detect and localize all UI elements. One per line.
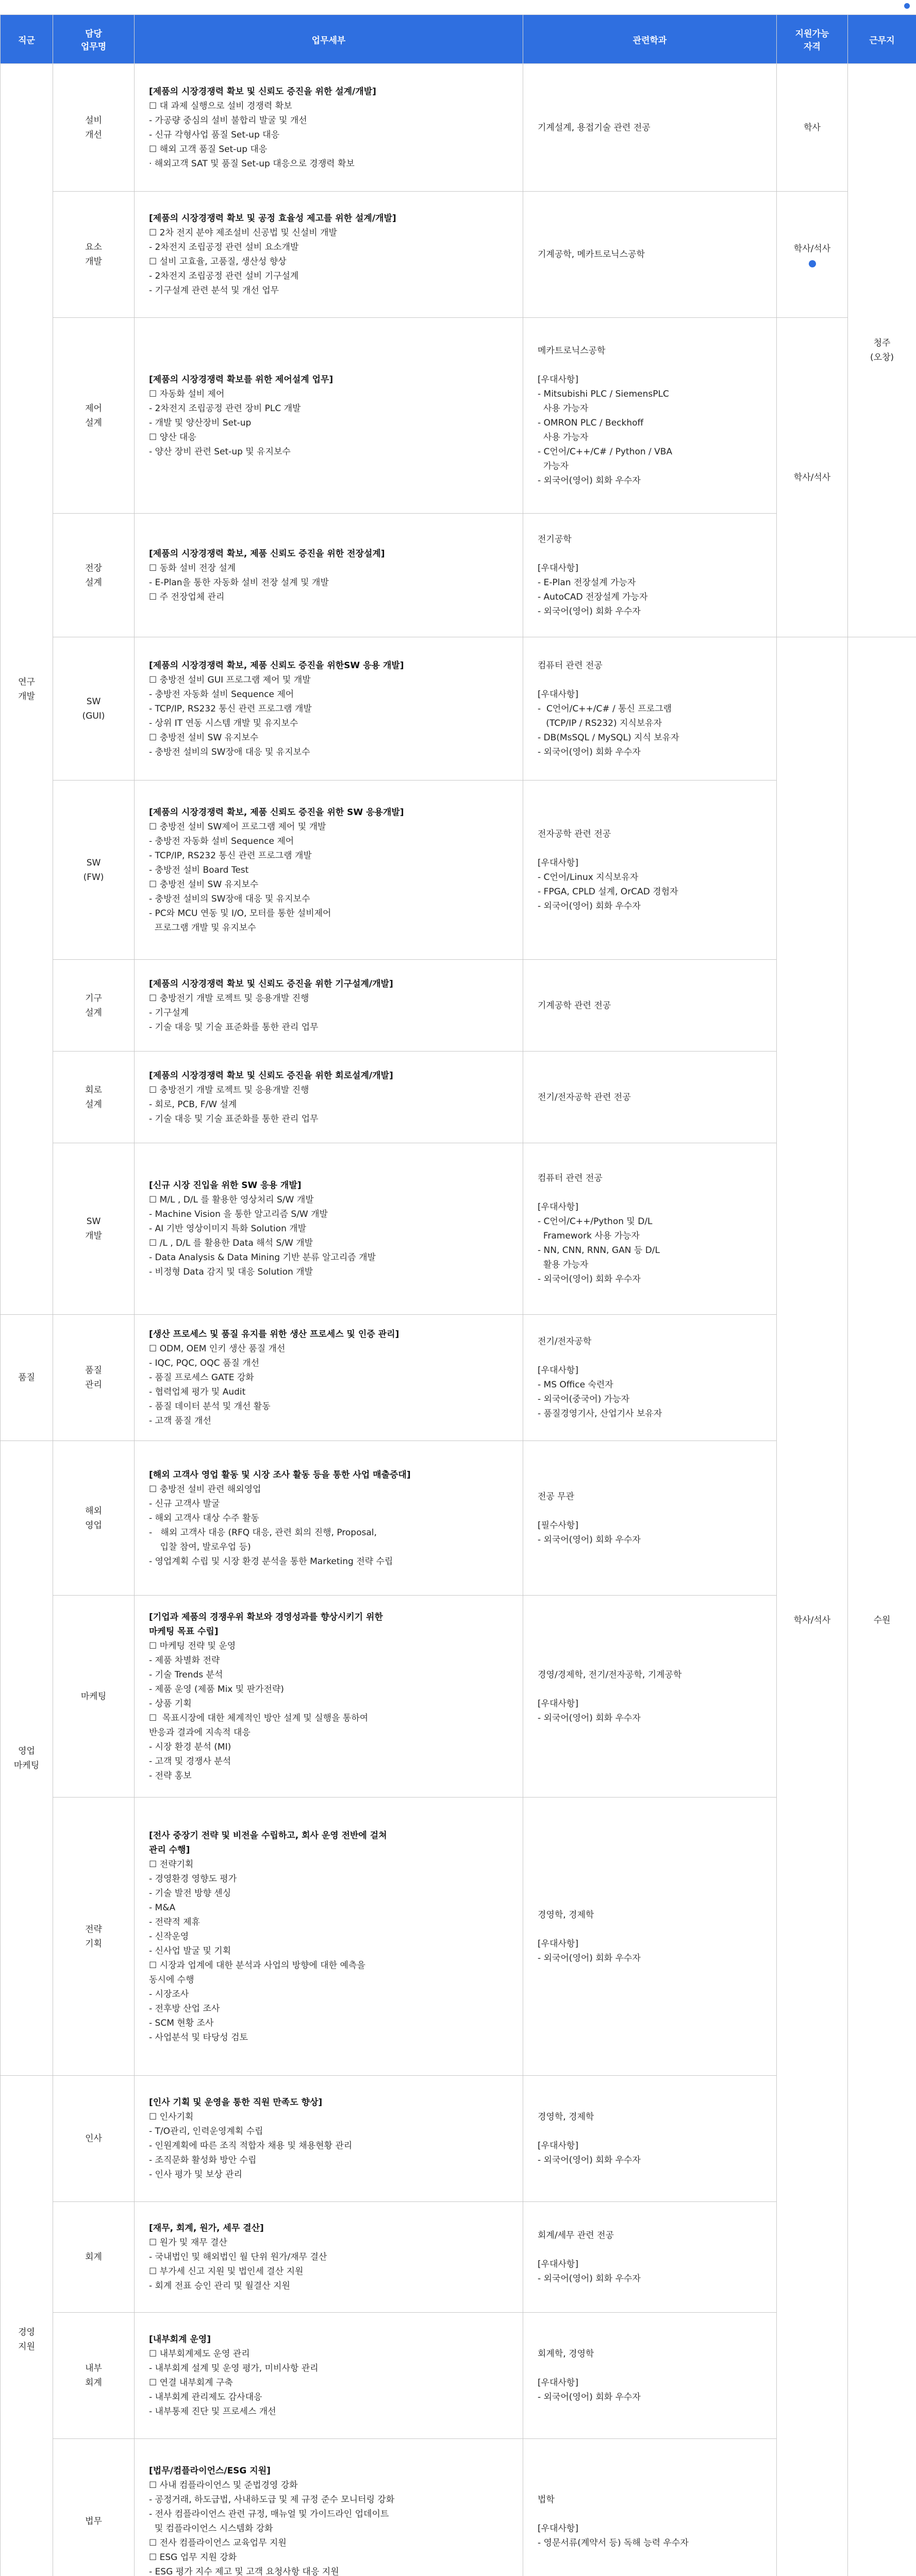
job-group-cell: 연구 개발 <box>1 64 53 1315</box>
degree-label: 학사/석사 <box>793 472 831 483</box>
job-group-cell: 영업 마케팅 <box>1 1441 53 2076</box>
header-group: 직군 <box>1 15 53 64</box>
task-detail-cell <box>135 1143 523 1315</box>
detail-line: - 충방전 설비의 SW장애 대응 및 유지보수 <box>149 747 310 757</box>
task-name-cell: 회로 설계 <box>53 1052 135 1143</box>
detail-line: - 내부회계 설계 및 운영 평가, 미비사항 관리 <box>149 2363 319 2374</box>
task-detail-cell <box>135 64 523 192</box>
dept-line: - 외국어(영어) 회화 우수자 <box>538 606 641 617</box>
blue-dot-icon <box>809 260 816 267</box>
dept-line: 컴퓨터 관련 전공 <box>538 660 603 671</box>
detail-line: ☐ 원가 및 재무 결산 <box>149 2238 227 2248</box>
detail-title: [재무, 회계, 원가, 세무 결산] <box>149 2223 264 2233</box>
detail-line: - 품질 데이터 분석 및 개선 활동 <box>149 1401 271 1412</box>
task-name-cell: 해외 영업 <box>53 1441 135 1596</box>
dept-line: - 외국어(영어) 회화 우수자 <box>538 901 641 911</box>
dept-line: - 영문서류(계약서 등) 독해 능력 우수자 <box>538 2537 689 2548</box>
detail-line: - 고객 품질 개선 <box>149 1416 211 1426</box>
detail-line: - 기구설계 <box>149 1007 189 1018</box>
degree-cell <box>777 637 848 2576</box>
detail-line: ☐ ESG 업무 지원 강화 <box>149 2552 237 2563</box>
dept-line: - 외국어(중국어) 가능자 <box>538 1394 630 1404</box>
related-dept-cell <box>523 960 777 1052</box>
detail-line: - 충방전 자동화 설비 Sequence 제어 <box>149 689 294 700</box>
related-dept-cell <box>523 1052 777 1143</box>
dept-line: - AutoCAD 전장설계 가능자 <box>538 591 648 602</box>
detail-title: [제품의 시장경쟁력 확보 및 신뢰도 증진을 위한 기구설계/개발] <box>149 978 393 989</box>
task-name-cell: 요소 개발 <box>53 192 135 318</box>
task-detail-cell <box>135 637 523 781</box>
detail-line: ☐ 충방전기 개발 로젝트 및 응용개발 진행 <box>149 1084 309 1095</box>
related-dept-cell <box>523 192 777 318</box>
detail-line: - AI 기반 영상이미지 특화 Solution 개발 <box>149 1224 307 1234</box>
detail-title: [생산 프로세스 및 품질 유지를 위한 생산 프로세스 및 인증 관리] <box>149 1329 399 1340</box>
degree-cell <box>777 192 848 318</box>
detail-line: ☐ 내부회계제도 운영 관리 <box>149 2349 250 2359</box>
top-bar <box>0 0 916 14</box>
detail-line: - 충방전 설비 Board Test <box>149 865 249 875</box>
detail-line: ☐ 전략기획 <box>149 1859 194 1870</box>
table-row <box>1 637 916 781</box>
dept-line <box>538 2243 762 2257</box>
task-name-cell: 회계 <box>53 2202 135 2313</box>
degree-cell <box>777 318 848 637</box>
detail-title: [법무/컴플라이언스/ESG 지원] <box>149 2465 271 2476</box>
detail-line: - TCP/IP, RS232 통신 관련 프로그램 개발 <box>149 850 312 861</box>
dept-line: [우대사항] <box>538 857 578 868</box>
task-detail-cell <box>135 781 523 960</box>
detail-line: ☐ /L , D/L 를 활용한 Data 해석 S/W 개발 <box>149 1238 313 1248</box>
dept-line: 경영학, 경제학 <box>538 2112 594 2122</box>
dept-line: [우대사항] <box>538 1938 578 1949</box>
detail-line: - 인사 평가 및 보상 관리 <box>149 2170 242 2180</box>
blue-dot-icon <box>904 3 910 9</box>
detail-title: [제품의 시장경쟁력 확보, 제품 신뢰도 증진을 위한 SW 응용개발] <box>149 807 404 818</box>
related-dept-cell <box>523 2202 777 2313</box>
detail-line: ☐ 전사 컴플라이언스 교육업무 지원 <box>149 2537 287 2548</box>
detail-title: [제품의 시장경쟁력 확보 및 신뢰도 증진을 위한 설계/개발] <box>149 86 376 97</box>
job-group-cell: 경영 지원 <box>1 2076 53 2576</box>
location-cell: 수원 <box>848 637 916 2576</box>
dept-line: - NN, CNN, RNN, GAN 등 D/L 활용 가능자 <box>538 1245 660 1270</box>
detail-line: ☐ 양산 대응 <box>149 432 196 443</box>
detail-title: [제품의 시장경쟁력 확보, 제품 신뢰도 증진을 위한 전장설계] <box>149 548 385 559</box>
detail-line: - TCP/IP, RS232 통신 관련 프로그램 개발 <box>149 703 312 714</box>
dept-line: 경영/경제학, 전기/전자공학, 기계공학 <box>538 1669 682 1680</box>
detail-line: - IQC, PQC, OQC 품질 개선 <box>149 1358 260 1368</box>
detail-line: - 공정거래, 하도급법, 사내하도급 및 제 규정 준수 모니터링 강화 <box>149 2494 395 2505</box>
dept-line: - 외국어(영어) 회화 우수자 <box>538 2155 641 2165</box>
related-dept-cell <box>523 1596 777 1798</box>
detail-line: ☐ 자동화 설비 제어 <box>149 388 225 399</box>
related-dept-cell <box>523 2439 777 2576</box>
task-detail-cell <box>135 1596 523 1798</box>
dept-line: [우대사항] <box>538 2259 578 2269</box>
detail-line: - 기술 발전 방향 센싱 <box>149 1888 231 1899</box>
detail-line: ☐ 충방전 설비 관련 해외영업 <box>149 1484 261 1495</box>
detail-line: - 내부회계 관리제도 감사대응 <box>149 2392 262 2402</box>
detail-line: - T/O관리, 인력운영계획 수립 <box>149 2126 263 2137</box>
detail-line: ☐ 2차 전지 분야 제조설비 신공법 및 신설비 개발 <box>149 228 337 238</box>
header-task: 담당 업무명 <box>53 15 135 64</box>
dept-line: - 외국어(영어) 회화 우수자 <box>538 1953 641 1963</box>
task-detail-cell <box>135 2076 523 2202</box>
detail-line: ☐ 목표시장에 대한 체계적인 방안 설계 및 실행을 통하여 반응과 결과에 지속적 대응 <box>149 1713 369 1738</box>
dept-line: 법학 <box>538 2494 555 2505</box>
task-name-cell: 제어 설계 <box>53 318 135 514</box>
detail-line: ☐ 동화 설비 전장 설계 <box>149 563 236 573</box>
dept-line: - 품질경영기사, 산업기사 보유자 <box>538 1409 662 1419</box>
detail-line: - 2차전지 조립공정 관련 장비 PLC 개발 <box>149 403 301 414</box>
detail-line: - 영업계획 수립 및 시장 환경 분석을 통한 Marketing 전략 수립 <box>149 1556 393 1567</box>
dept-line: - OMRON PLC / Beckhoff 사용 가능자 <box>538 417 644 443</box>
detail-line: ☐ 충방전 설비 GUI 프로그램 제어 및 개발 <box>149 674 311 685</box>
detail-line: - 조직문화 활성화 방안 수립 <box>149 2155 257 2165</box>
detail-line: - 사업분석 및 타당성 검토 <box>149 2032 248 2043</box>
detail-line: - 제품 차별화 전략 <box>149 1655 220 1666</box>
detail-line: ☐ 사내 컴플라이언스 및 준법경영 강화 <box>149 2480 298 2490</box>
related-dept-cell <box>523 2076 777 2202</box>
table-row <box>1 64 916 192</box>
dept-line: - E-Plan 전장설계 가능자 <box>538 577 636 588</box>
detail-line: - 양산 장비 관련 Set-up 및 유지보수 <box>149 446 291 457</box>
dept-line: - 외국어(영어) 회화 우수자 <box>538 475 641 486</box>
dept-line: - 외국어(영어) 회화 우수자 <box>538 747 641 757</box>
detail-line: ☐ 충방전 설비 SW제어 프로그램 제어 및 개발 <box>149 821 326 832</box>
related-dept-cell <box>523 2313 777 2439</box>
dept-line: 기계공학, 메카트로닉스공학 <box>538 249 645 260</box>
degree-label: 학사/석사 <box>793 1615 831 1625</box>
task-detail-cell <box>135 2202 523 2313</box>
detail-line: - E-Plan을 통한 자동화 설비 전장 설계 및 개발 <box>149 577 329 588</box>
task-name-cell: 법무 <box>53 2439 135 2576</box>
detail-line: - 시장 환경 분석 (MI) <box>149 1741 231 1752</box>
detail-line: ☐ 시장과 업계에 대한 분석과 사업의 방향에 대한 예측을 동시에 수행 <box>149 1960 365 1985</box>
dept-line: [우대사항] <box>538 1202 578 1212</box>
detail-line: ☐ M/L , D/L 를 활용한 영상처리 S/W 개발 <box>149 1195 314 1205</box>
detail-line: - 제품 운영 (제품 Mix 및 판가전략) <box>149 1684 284 1694</box>
related-dept-cell <box>523 781 777 960</box>
dept-line: - MS Office 숙련자 <box>538 1380 613 1390</box>
detail-line: - 기술 Trends 분석 <box>149 1669 223 1680</box>
dept-line: 회계/세무 관련 전공 <box>538 2230 614 2241</box>
task-name-cell: 전장 설계 <box>53 514 135 637</box>
dept-line <box>538 841 762 856</box>
task-detail-cell <box>135 1315 523 1441</box>
dept-line: - 외국어(영어) 회화 우수자 <box>538 2392 641 2402</box>
detail-title: [제품의 시장경쟁력 확보 및 신뢰도 증진을 위한 회로설계/개발] <box>149 1070 393 1081</box>
dept-line: [우대사항] <box>538 2378 578 2388</box>
detail-line: - 상품 기획 <box>149 1698 192 1709</box>
table-row <box>1 192 916 318</box>
task-detail-cell <box>135 2313 523 2439</box>
dept-line: 전기/전자공학 관련 전공 <box>538 1092 631 1103</box>
dept-line: [우대사항] <box>538 1365 578 1376</box>
task-name-cell: 기구 설계 <box>53 960 135 1052</box>
header-detail: 업무세부 <box>135 15 523 64</box>
detail-title: [제품의 시장경쟁력 확보를 위한 제어설계 업무] <box>149 374 334 385</box>
detail-line: - 비정형 Data 감지 및 대응 Solution 개발 <box>149 1267 313 1277</box>
dept-line <box>538 1922 762 1937</box>
detail-line: - 개발 및 양산장비 Set-up <box>149 417 252 428</box>
detail-title: [내부회계 운영] <box>149 2334 211 2345</box>
degree-cell <box>777 64 848 192</box>
related-dept-cell <box>523 1315 777 1441</box>
detail-line: - 기구설계 관련 분석 및 개선 업무 <box>149 285 279 296</box>
dept-line: [우대사항] <box>538 2141 578 2151</box>
dept-line <box>538 1504 762 1518</box>
detail-line: ☐ 주 전장업체 관리 <box>149 591 225 602</box>
dept-line: 전기공학 <box>538 534 572 545</box>
dept-line: [우대사항] <box>538 689 578 700</box>
task-detail-cell <box>135 318 523 514</box>
dept-line: 기계공학 관련 전공 <box>538 1000 611 1011</box>
dept-line: - 외국어(영어) 회화 우수자 <box>538 1713 641 1723</box>
detail-line: ☐ 마케팅 전략 및 운영 <box>149 1640 236 1651</box>
task-name-cell: 내부 회계 <box>53 2313 135 2439</box>
dept-line <box>538 1682 762 1697</box>
detail-line: - 상위 IT 연동 시스템 개발 및 유지보수 <box>149 718 298 728</box>
dept-line: - 외국어(영어) 회화 우수자 <box>538 2274 641 2284</box>
task-detail-cell <box>135 192 523 318</box>
detail-line: - Data Analysis & Data Mining 기반 분류 알고리즘 개발 <box>149 1252 376 1263</box>
location-cell: 청주 (오창) <box>848 64 916 637</box>
detail-line: ☐ 대 과제 실행으로 설비 경쟁력 확보 <box>149 100 292 111</box>
detail-title: [신규 시장 진입을 위한 SW 응용 개발] <box>149 1180 302 1191</box>
dept-line: [우대사항] <box>538 563 578 573</box>
detail-line: ☐ 충방전 설비 SW 유지보수 <box>149 732 259 743</box>
detail-line: - 협력업체 평가 및 Audit <box>149 1387 246 1397</box>
detail-title: [제품의 시장경쟁력 확보, 제품 신뢰도 증진을 위한SW 응용 개발] <box>149 660 404 671</box>
job-group-cell: 품질 <box>1 1315 53 1441</box>
table-row <box>1 318 916 514</box>
detail-line: - M&A <box>149 1902 176 1913</box>
dept-line: 전공 무관 <box>538 1491 575 1502</box>
detail-line: · 해외고객 SAT 및 품질 Set-up 대응으로 경쟁력 확보 <box>149 158 355 169</box>
detail-line: ☐ 부가세 신고 지원 및 법인세 결산 지원 <box>149 2266 304 2277</box>
related-dept-cell <box>523 1441 777 1596</box>
detail-line: ☐ 충방전 설비 SW 유지보수 <box>149 879 259 890</box>
detail-line: - 고객 및 경쟁사 분석 <box>149 1756 231 1767</box>
detail-line: - 전략 홍보 <box>149 1770 192 1781</box>
dept-line <box>538 1185 762 1200</box>
dept-line: [우대사항] <box>538 374 578 385</box>
dept-line: - Mitsubishi PLC / SiemensPLC 사용 가능자 <box>538 388 669 414</box>
detail-line: - 신사업 발굴 및 기획 <box>149 1945 231 1956</box>
detail-line: - 기술 대응 및 기술 표준화를 통한 관리 업무 <box>149 1113 319 1124</box>
header-location: 근무지 <box>848 15 916 64</box>
task-detail-cell <box>135 1441 523 1596</box>
detail-title: [제품의 시장경쟁력 확보 및 공정 효율성 제고를 위한 설계/개발] <box>149 213 396 224</box>
detail-line: - 가공량 중심의 설비 불합리 발굴 및 개선 <box>149 115 307 126</box>
detail-line: - 국내법인 및 해외법인 월 단위 원가/재무 결산 <box>149 2252 327 2262</box>
detail-line: - 품질 프로세스 GATE 강화 <box>149 1372 254 1383</box>
detail-line: - 시장조사 <box>149 1989 189 1999</box>
detail-line: - Machine Vision 을 통한 알고리즘 S/W 개발 <box>149 1209 328 1219</box>
detail-line: - 인원계획에 따른 조직 적합자 채용 및 채용현황 관리 <box>149 2141 353 2151</box>
dept-line: [우대사항] <box>538 2523 578 2534</box>
detail-line: - 내부통제 진단 및 프로세스 개선 <box>149 2406 276 2417</box>
detail-line: ☐ 설비 고효율, 고품질, 생산성 향상 <box>149 257 287 267</box>
degree-label: 학사 <box>804 122 821 133</box>
detail-line: - 회계 전표 승인 관리 및 월결산 지원 <box>149 2281 290 2291</box>
dept-line: 회계학, 경영학 <box>538 2349 594 2359</box>
dept-line <box>538 673 762 687</box>
detail-line: - 2차전지 조립공정 관련 설비 요소개발 <box>149 242 299 252</box>
related-dept-cell <box>523 64 777 192</box>
dept-line: 컴퓨터 관련 전공 <box>538 1173 603 1183</box>
task-detail-cell <box>135 960 523 1052</box>
dept-line: 기계설계, 용접기술 관련 전공 <box>538 122 651 133</box>
detail-line: ☐ 연결 내부회계 구축 <box>149 2378 233 2388</box>
detail-line: ☐ 충방전기 개발 로젝트 및 응용개발 진행 <box>149 993 309 1004</box>
dept-line: - 외국어(영어) 회화 우수자 <box>538 1534 641 1545</box>
dept-line <box>538 2507 762 2521</box>
detail-title: [기업과 제품의 경쟁우위 확보와 경영성과를 향상시키기 위한 마케팅 목표 수립] <box>149 1612 383 1637</box>
task-name-cell: 전략 기획 <box>53 1798 135 2076</box>
detail-title: [전사 중장기 전략 및 비전을 수립하고, 회사 운영 전반에 걸쳐 관리 수행] <box>149 1830 387 1855</box>
related-dept-cell <box>523 514 777 637</box>
task-detail-cell <box>135 1052 523 1143</box>
detail-line: - 회로, PCB, F/W 설계 <box>149 1099 237 1110</box>
job-table <box>0 14 916 2576</box>
task-detail-cell <box>135 514 523 637</box>
dept-line <box>538 358 762 372</box>
dept-line: 경영학, 경제학 <box>538 1909 594 1920</box>
related-dept-cell <box>523 637 777 781</box>
task-name-cell: SW 개발 <box>53 1143 135 1315</box>
detail-title: [인사 기획 및 운영을 통한 직원 만족도 향상] <box>149 2097 323 2108</box>
task-detail-cell <box>135 2439 523 2576</box>
dept-line: - C언어/C++/C# / Python / VBA 가능자 <box>538 446 673 471</box>
task-name-cell: 품질 관리 <box>53 1315 135 1441</box>
detail-line: - 신규 고객사 발굴 <box>149 1498 220 1509</box>
detail-line: ☐ ODM, OEM 인키 생산 품질 개선 <box>149 1344 286 1354</box>
table-header <box>1 15 916 64</box>
detail-line: ☐ 인사기획 <box>149 2112 194 2122</box>
detail-line: - 해외 고객사 대상 수주 활동 <box>149 1513 259 1523</box>
task-name-cell: 설비 개선 <box>53 64 135 192</box>
related-dept-cell <box>523 1143 777 1315</box>
detail-line: - PC와 MCU 연동 및 I/O, 모터를 통한 설비제어 프로그램 개발 및 유지보수 <box>149 908 331 933</box>
dept-line: - C언어/Linux 지식보유자 <box>538 872 639 883</box>
detail-line: - 신규 각형사업 품질 Set-up 대응 <box>149 129 279 140</box>
dept-line: 전기/전자공학 <box>538 1336 592 1347</box>
task-name-cell: 마케팅 <box>53 1596 135 1798</box>
dept-line <box>538 1349 762 1363</box>
task-name-cell: 인사 <box>53 2076 135 2202</box>
detail-line: ☐ 해외 고객 품질 Set-up 대응 <box>149 144 268 155</box>
task-name-cell: SW (FW) <box>53 781 135 960</box>
related-dept-cell <box>523 318 777 514</box>
header-degree: 지원가능 자격 <box>777 15 848 64</box>
degree-label: 학사/석사 <box>793 244 831 254</box>
detail-line: - 충방전 자동화 설비 Sequence 제어 <box>149 836 294 846</box>
related-dept-cell <box>523 1798 777 2076</box>
dept-line <box>538 2124 762 2139</box>
detail-line: - 충방전 설비의 SW장애 대응 및 유지보수 <box>149 893 310 904</box>
dept-line <box>538 2361 762 2376</box>
detail-title: [해외 고객사 영업 활동 및 시장 조사 활동 등을 통한 사업 매출증대] <box>149 1469 411 1480</box>
dept-line: 전자공학 관련 전공 <box>538 828 611 839</box>
dept-line: - FPGA, CPLD 설계, OrCAD 경험자 <box>538 886 678 897</box>
header-dept: 관련학과 <box>523 15 777 64</box>
detail-line: - 신작운영 <box>149 1931 189 1942</box>
dept-line: [우대사항] <box>538 1698 578 1709</box>
task-detail-cell <box>135 1798 523 2076</box>
dept-line: - 외국어(영어) 회화 우수자 <box>538 1274 641 1284</box>
dept-line: - C언어/C++/Python 및 D/L Framework 사용 가능자 <box>538 1216 653 1241</box>
detail-line: - 2차전지 조립공정 관련 설비 기구설계 <box>149 271 299 281</box>
detail-line: - 전략적 제휴 <box>149 1917 201 1927</box>
detail-line: - 경영환경 영향도 평가 <box>149 1873 237 1884</box>
dept-line: - C언어/C++/C# / 통신 프로그램 (TCP/IP / RS232) 지식보유자 <box>538 703 672 728</box>
dept-line: [필수사항] <box>538 1520 578 1531</box>
dept-line: 메카트로닉스공학 <box>538 345 606 356</box>
detail-line: - 전후방 산업 조사 <box>149 2003 220 2014</box>
detail-line: - ESG 평가 지수 제고 및 고객 요청사항 대응 지원 <box>149 2566 339 2576</box>
dept-line <box>538 547 762 561</box>
detail-line: - 기술 대응 및 기술 표준화를 통한 관리 업무 <box>149 1022 319 1032</box>
detail-line: - SCM 현황 조사 <box>149 2018 214 2028</box>
task-name-cell: SW (GUI) <box>53 637 135 781</box>
dept-line: - DB(MsSQL / MySQL) 지식 보유자 <box>538 732 679 743</box>
detail-line: - 전사 컴플라이언스 관련 규정, 매뉴얼 및 가이드라인 업데이트 및 컴플라이언스 시스템화 강화 <box>149 2509 389 2534</box>
detail-line: - 해외 고객사 대응 (RFQ 대응, 관련 회의 진행, Proposal, 입찰 참여, 발로우업 등) <box>149 1527 377 1552</box>
